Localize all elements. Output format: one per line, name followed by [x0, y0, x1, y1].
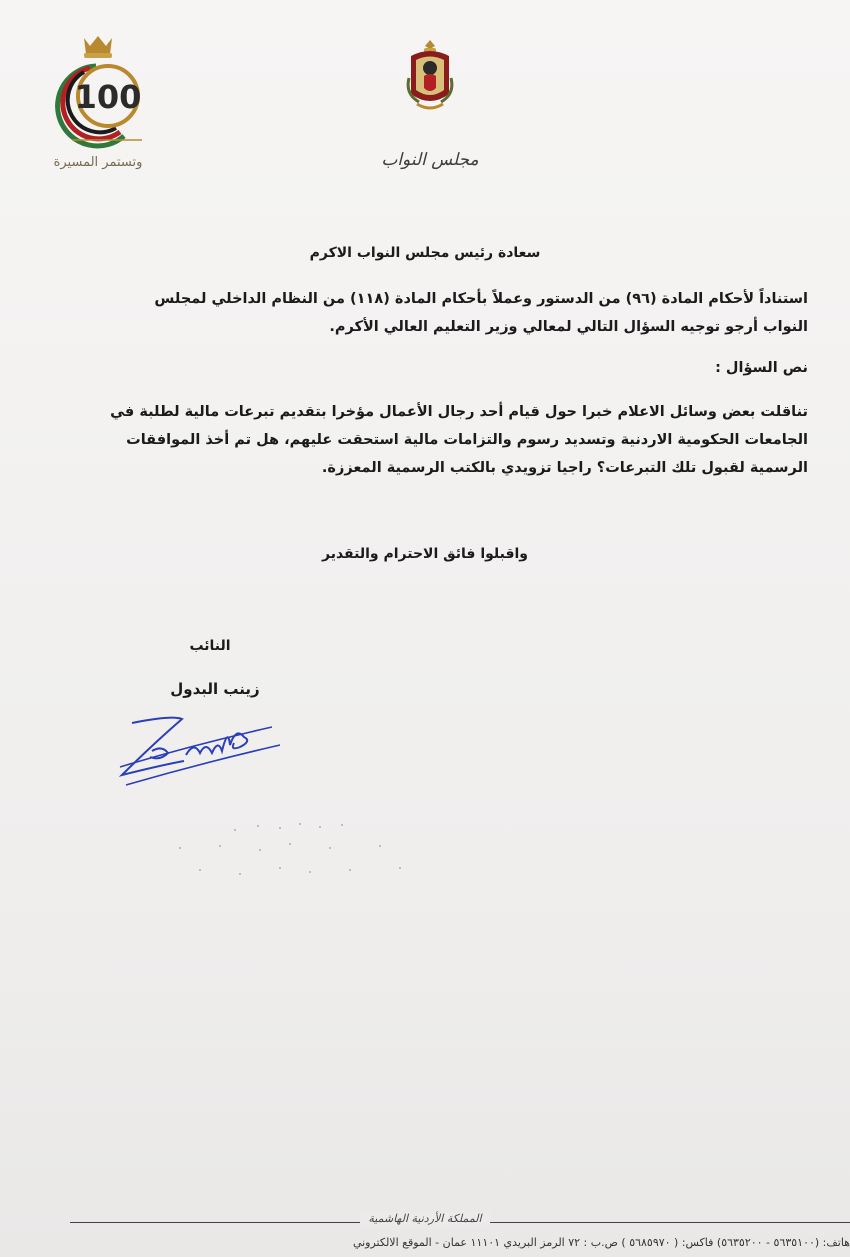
letter-closing: واقبلوا فائق الاحترام والتقدير: [322, 546, 528, 562]
signer-name: زينب البدول: [170, 680, 260, 698]
letter-intro: استناداً لأحكام المادة (٩٦) من الدستور وعملاً بأحكام المادة (١١٨) من النظام الداخلي لمجلس النواب أرجو توجيه السؤال التالي لمعالي وزير التعليم العالي الأكرم.: [154, 291, 808, 335]
question-title: نص السؤال :: [715, 360, 808, 376]
letter-addressee: سعادة رئيس مجلس النواب الاكرم: [309, 245, 541, 261]
centenary-slogan: وتستمر المسيرة: [53, 155, 143, 170]
paper-texture-dots: [160, 818, 460, 898]
question-body: تناقلت بعض وسائل الاعلام خبرا حول قيام أحد رجال الأعمال مؤخرا بتقديم تبرعات مالية لطلبة في الجامعات الحكومية الاردنية وتسديد رسوم والتزامات مالية استحقت عليهم، هل تم أخذ الموافقات الرسمية لقبول تلك التبرعات؟ راجيا تزويدي بالكتب الرسمية المعززة.: [110, 404, 808, 476]
centenary-number: 100: [74, 78, 142, 116]
footer-kingdom-name: المملكة الأردنية الهاشمية: [360, 1212, 490, 1225]
signer-title: النائب: [189, 638, 231, 654]
handwritten-signature: [112, 705, 287, 800]
jordan-coat-of-arms-icon: [405, 38, 455, 116]
footer-contact-info: هاتف: (٥٦٣٥١٠٠ - ٥٦٣٥٢٠٠) فاكس: ( ٥٦٨٥٩٧٠ ) ص.ب : ٧٢ الرمز البريدي ١١١٠١ عمان - الموقع الالكتروني: [352, 1236, 850, 1249]
parliament-name: مجلس النواب: [381, 150, 479, 170]
centenary-logo-icon: [38, 28, 158, 156]
